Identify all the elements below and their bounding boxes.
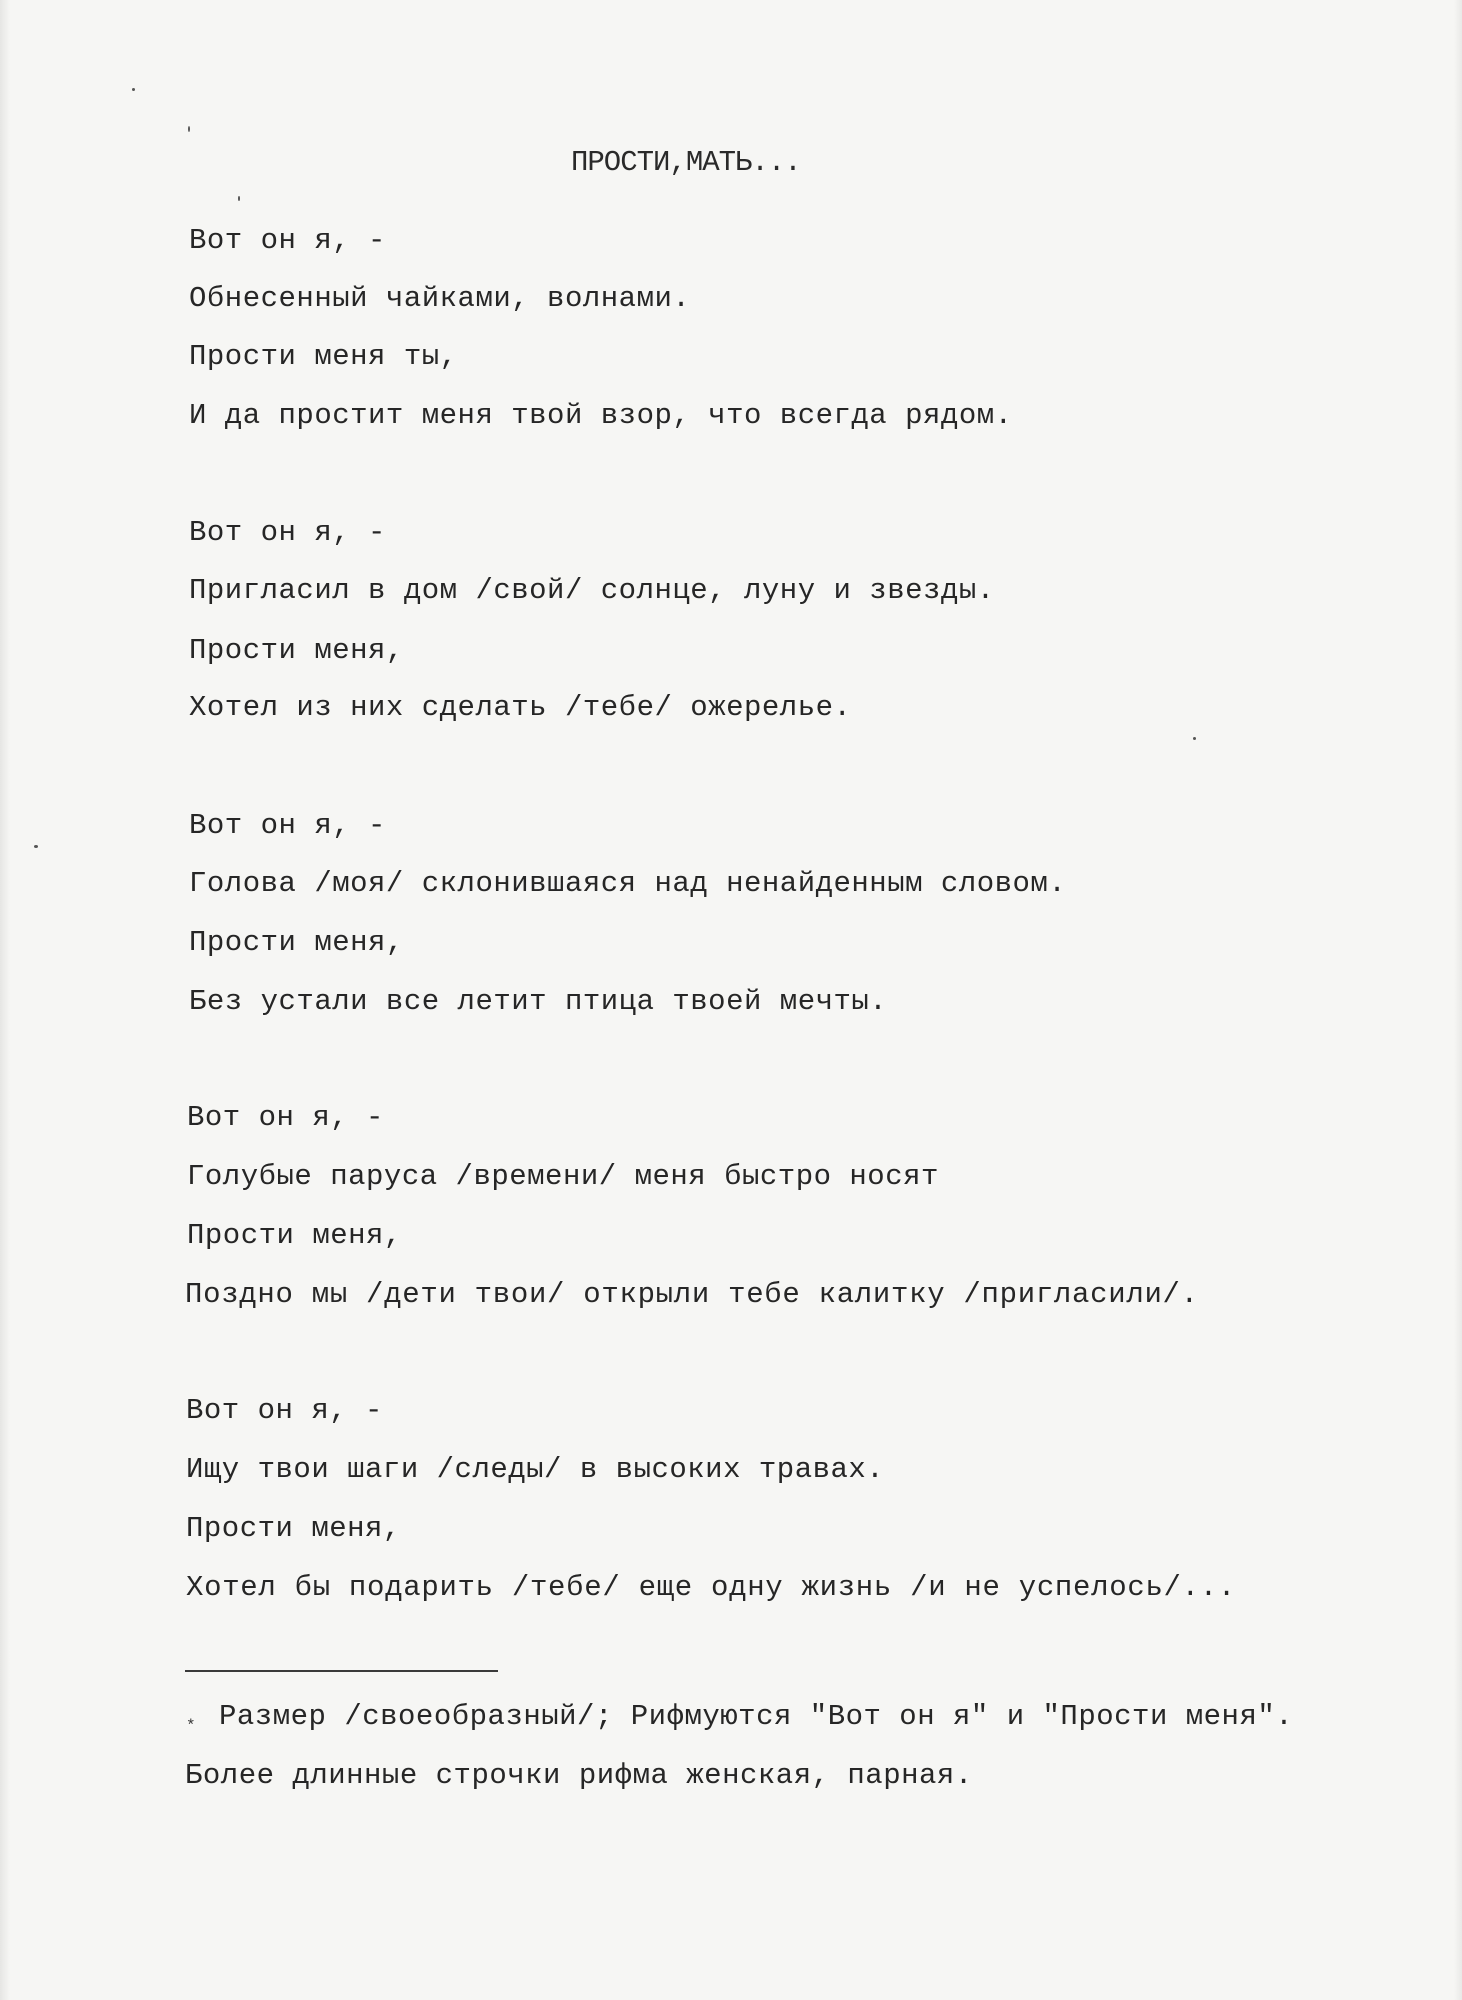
footnote-divider (185, 1670, 498, 1672)
paper-speck (34, 845, 38, 848)
page-edge-shadow-left (0, 0, 10, 2000)
footnote-marker: * (186, 1717, 196, 1735)
stanza-3-line-3: Прости меня, (189, 926, 404, 959)
page-edge-shadow-right (1454, 0, 1462, 2000)
paper-speck (188, 126, 190, 132)
paper-speck (1193, 737, 1196, 740)
stanza-5-line-2: Ищу твои шаги /следы/ в высоких травах. (186, 1453, 885, 1486)
footnote-line-2: Более длинные строчки рифма женская, парная. (185, 1759, 973, 1792)
stanza-1-line-2: Обнесенный чайками, волнами. (189, 282, 691, 315)
stanza-3-line-4: Без устали все летит птица твоей мечты. (189, 985, 888, 1018)
stanza-2-line-2: Пригласил в дом /свой/ солнце, луну и звезды. (189, 574, 995, 607)
stanza-4-line-2: Голубые паруса /времени/ меня быстро носят (187, 1160, 939, 1193)
paper-speck (238, 196, 240, 201)
stanza-4-line-3: Прости меня, (187, 1219, 402, 1252)
stanza-2-line-1: Вот он я, - (189, 516, 386, 549)
stanza-1-line-1: Вот он я, - (189, 224, 386, 257)
paper-speck (132, 88, 135, 91)
stanza-3-line-1: Вот он я, - (189, 809, 386, 842)
stanza-1-line-4: И да простит меня твой взор, что всегда рядом. (189, 399, 1013, 432)
stanza-5-line-3: Прости меня, (186, 1512, 401, 1545)
stanza-3-line-2: Голова /моя/ склонившаяся над ненайденным словом. (189, 867, 1067, 900)
stanza-2-line-4: Хотел из них сделать /тебе/ ожерелье. (189, 691, 852, 724)
stanza-4-line-1: Вот он я, - (187, 1101, 384, 1134)
stanza-5-line-1: Вот он я, - (186, 1394, 383, 1427)
stanza-4-line-4: Поздно мы /дети твои/ открыли тебе калитку /пригласили/. (185, 1278, 1199, 1311)
stanza-5-line-4: Хотел бы подарить /тебе/ еще одну жизнь /и не успелось/... (186, 1571, 1236, 1604)
poem-title: ПРОСТИ,МАТЬ... (571, 146, 801, 179)
footnote-line-1: Размер /своеобразный/; Рифмуются "Вот он я" и "Прости меня". (219, 1700, 1294, 1733)
stanza-1-line-3: Прости меня ты, (189, 340, 458, 373)
stanza-2-line-3: Прости меня, (189, 634, 404, 667)
